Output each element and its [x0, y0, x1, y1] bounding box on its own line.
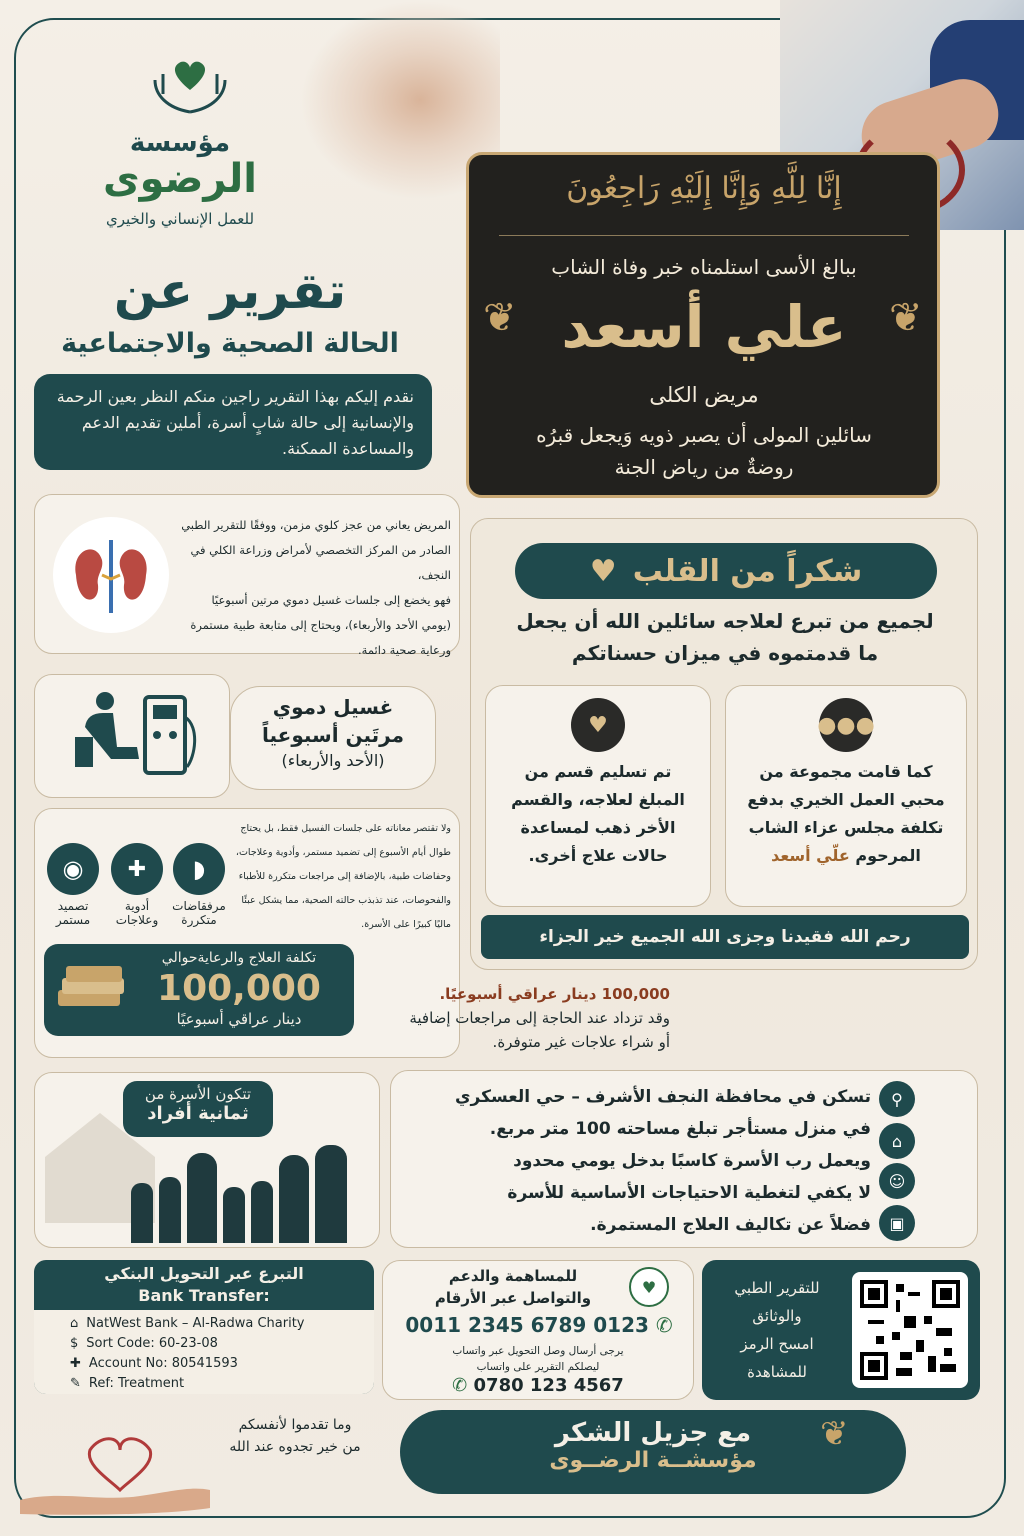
family-icon	[131, 1143, 361, 1243]
cost-note	[360, 982, 670, 1054]
thanks-card-left: ♥ تم تسليم قسم من المبلغ لعلاجه، والقسم الأخر ذهب لمساعدة حالات علاج أخرى.	[485, 685, 711, 907]
heart-hand-illustration	[20, 1410, 220, 1520]
group-icon: ●●●	[819, 698, 873, 752]
qr-text: للتقرير الطبي والوثائق امسح الرمز للمشاهدة	[734, 1279, 820, 1381]
deceased-label: المرحوم	[855, 846, 921, 865]
whatsapp-icon-2: ✆	[452, 1375, 468, 1396]
bank-title-en: Bank Transfer:	[138, 1286, 270, 1305]
need-item-bandage: ◉ تصميد مستمر	[43, 843, 103, 927]
condolence-intro: ببالغ الأسى استلمناه خبر وفاة الشاب	[551, 255, 857, 279]
needs-line2: طوال أيام الأسبوع إلى تضميد مستمر، وأدوية وعلاجات،	[235, 847, 451, 858]
need-item-medicine: ✚ أدوية وعلاجات	[107, 843, 167, 927]
laurel-right-icon: ❦	[889, 295, 923, 341]
prayer-line2: روضةٌ من رياض الجنة	[614, 455, 794, 479]
cost-amount: 100,000	[157, 968, 321, 1009]
qr-code[interactable]	[852, 1272, 968, 1388]
needs-line3: وحفاضات طبية، بالإضافة إلى مراجعات متكررة للأطباء	[238, 871, 451, 882]
family-badge: تتكون الأسرة من ثمانية أفراد	[123, 1081, 273, 1137]
qr-card	[702, 1260, 980, 1400]
phone-primary[interactable]: 0011 2345 6789 0123 ✆	[405, 1313, 673, 1337]
medical-line1: المريض يعاني من عجز كلوي مزمن، ووفقًا للتقرير الطبي	[181, 518, 451, 532]
footer-verse: وما تقدموا لأنفسكم من خير تجدوه عند الله	[229, 1417, 361, 1455]
org-tagline: للعمل الإنساني والخيري	[105, 210, 255, 228]
charity-hands-icon: ♥	[571, 698, 625, 752]
intro-box	[34, 374, 432, 470]
bank-details: ⌂ NatWest Bank – Al-Radwa Charity $ Sort Code: 60-23-08 ✚ Account No: 80541593 ✎ Ref: Treatment	[34, 1310, 374, 1394]
family-card	[34, 1072, 380, 1248]
thanks-closing: رحم الله فقيدنا وجزى الله الجميع خير الجزاء	[539, 927, 911, 947]
cost-unit: دينار عراقي أسبوعيًا	[176, 1010, 302, 1028]
dialysis-machine-icon	[65, 687, 205, 787]
thanks-closing-bar	[481, 915, 969, 959]
family-info: تسكن في محافظة النجف الأشرف – حي العسكري في منزل مستأجر تبلغ مساحته 100 متر مربع. ويعمل رب الأسرة كاسبًا بدخل يومي محدود لا يكفي لتغطية الاحتياجات الأساسية للأسرة فضلاً عن تكاليف العلاج المستمرة.	[454, 1087, 871, 1235]
report-title: تقرير عن	[113, 262, 347, 320]
needs-line4: والفحوصات، عند تذبذب حالته الصحية، مما يشكل عبئًا	[241, 895, 451, 906]
footer-thanks-line1: مع جزيل الشكر	[554, 1418, 752, 1448]
need-item-diapers: ◗ مرفقاضات متكررة	[169, 843, 229, 927]
deceased-name: علي أسعد	[561, 293, 847, 361]
thanks-line2: ما قدمتموه في ميزان حسناتكم	[571, 641, 879, 665]
condolence-card	[466, 152, 940, 498]
org-name-line1: مؤسسة	[129, 128, 231, 158]
medical-line4: (يومي الأحد والأربعاء)، ويحتاج إلى متابعة طبية مستمرة	[190, 618, 451, 632]
dialysis-icon-card	[34, 674, 230, 798]
house-icon: ⌂	[879, 1123, 915, 1159]
needs-text	[225, 817, 451, 937]
phone-whatsapp[interactable]: ✆ 0780 123 4567	[452, 1375, 624, 1396]
medical-line5: ورعاية صحية دائمة.	[358, 643, 451, 657]
cost-label: تكلفة العلاج والرعايةحوالي	[161, 950, 317, 966]
medical-line2: الصادر من المركز التخصصي لأمراض وزراعة الكلي في النجف،	[190, 543, 451, 582]
dialysis-line1: غسيل دموي	[272, 695, 394, 719]
heart-hand-icon: ♥	[589, 553, 617, 589]
note-icon: ✎	[70, 1376, 81, 1391]
prayer-line1: سائلين المولى أن يصبر ذويه وَيجعل قبرُه	[536, 423, 872, 447]
contact-note: يرجى أرسال وصل التحويل عبر واتساب ليصلكم التقرير على واتساب	[452, 1345, 624, 1373]
report-subtitle: الحالة الصحية والاجتماعية	[61, 328, 399, 359]
contact-title: للمساهمة والدعم والتواصل عبر الأرقام	[434, 1267, 592, 1307]
money-icon	[58, 962, 120, 1014]
thanks-card	[470, 518, 978, 970]
kidneys-icon	[53, 517, 169, 633]
contact-card	[382, 1260, 694, 1400]
bank-title-ar: التبرع عبر التحويل البنكي	[104, 1264, 304, 1283]
footer-thanks-line2: مؤسشــة الرضــوى	[549, 1448, 757, 1473]
qr-code-icon	[860, 1280, 960, 1380]
bandage-icon: ◉	[47, 843, 99, 895]
cost-note-line2: وقد تزداد عند الحاجة إلى مراجعات إضافية	[409, 1009, 670, 1027]
worker-icon: ☺	[879, 1163, 915, 1199]
cost-note-line3: أو شراء علاجات غير متوفرة.	[492, 1033, 670, 1051]
needs-line5: ماليًا كبيرًا على الأسرة.	[361, 919, 451, 930]
bank-icon: ⌂	[70, 1316, 79, 1331]
dialysis-line3: (الأحد والأربعاء)	[281, 751, 385, 770]
location-icon: ⚲	[879, 1081, 915, 1117]
plus-icon: ✚	[70, 1356, 81, 1371]
thanks-title-bar	[515, 543, 937, 599]
logo	[120, 50, 260, 124]
wallet-icon: ▣	[879, 1205, 915, 1241]
medical-text	[175, 513, 451, 663]
thanks-line1: لجميع من تبرع لعلاجه سائلين الله أن يجعل	[516, 609, 934, 633]
thanks-title: شكراً من القلب	[632, 553, 863, 589]
dialysis-line2: مرتَين أسبوعياً	[261, 723, 405, 747]
whatsapp-icon: ✆	[655, 1313, 673, 1337]
bank-card	[34, 1260, 374, 1394]
pills-icon: ✚	[111, 843, 163, 895]
dialysis-info	[230, 686, 436, 790]
medical-line3: فهو يخضع إلى جلسات غسيل دموي مرتين أسبوعيًا	[211, 593, 451, 607]
verse: إِنَّا لِلَّهِ وَإِنَّا إِلَيْهِ رَاجِعُونَ	[566, 171, 842, 206]
org-name-line2: الرضوى	[102, 156, 257, 202]
deceased-name-highlight: علّي أسعد	[771, 846, 850, 865]
condition: مريض الكلى	[649, 383, 759, 407]
needs-line1: ولا تقتصر معاناته على جلسات الفسيل فقط، بل يحتاج	[240, 823, 451, 834]
cost-box	[44, 944, 354, 1036]
code-icon: $	[70, 1336, 79, 1351]
intro-text: نقدم إليكم بهذا التقرير راجين منكم النظر بعين الرحمة والإنسانية إلى حالة شابٍ أسرة، أملين تقديم الدعم والمساعدة الممكنة.	[56, 387, 414, 458]
cost-note-line1: 100,000 دينار عراقي أسبوعيًا.	[439, 985, 670, 1003]
medical-card	[34, 494, 460, 657]
org-seal-icon: ♥	[629, 1267, 669, 1307]
divider-line	[499, 235, 909, 236]
laurel-left-icon: ❦	[483, 295, 517, 341]
family-info-card	[390, 1070, 978, 1248]
laurel-footer-icon: ❦	[820, 1414, 849, 1454]
heart-hands-icon	[145, 50, 235, 120]
thanks-card-right: ●●● كما قامت مجموعة من محبي العمل الخيري بدفع تكلفة مجلس عزاء الشاب المرحوم علّي أسعد	[725, 685, 967, 907]
diaper-icon: ◗	[173, 843, 225, 895]
